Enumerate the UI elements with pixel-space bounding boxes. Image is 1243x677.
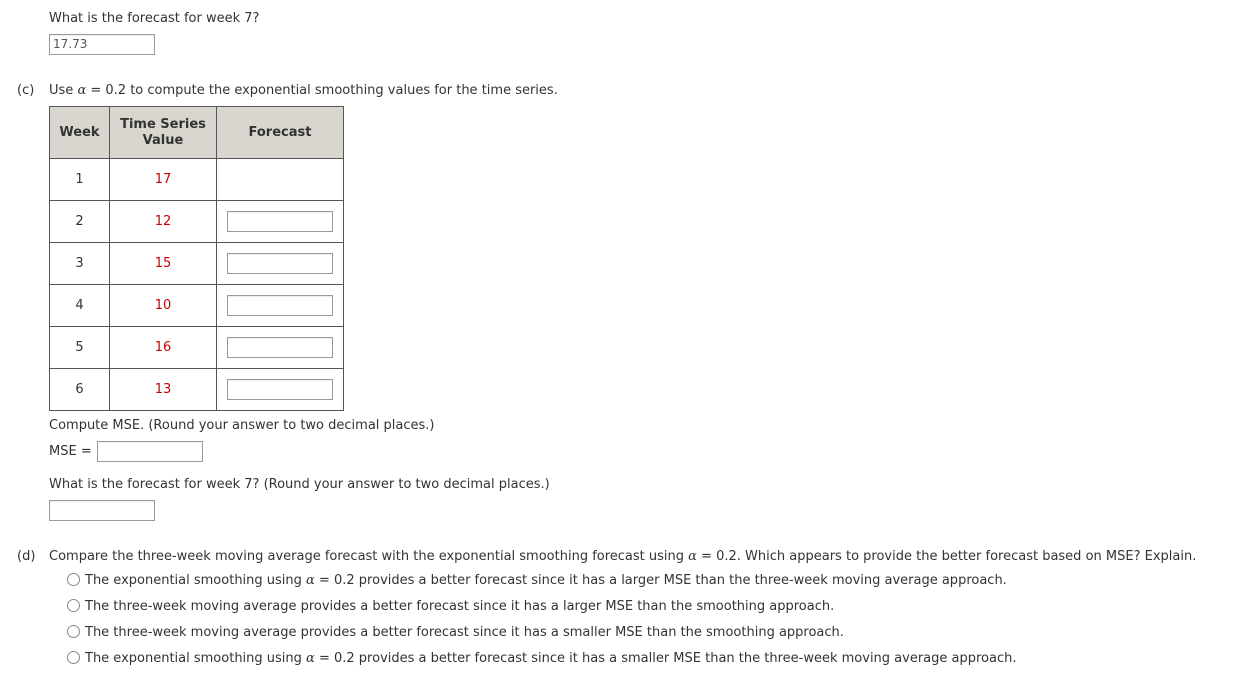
header-forecast: Forecast bbox=[217, 107, 344, 159]
week-cell: 6 bbox=[50, 369, 110, 411]
part-d-label: (d) bbox=[17, 549, 36, 564]
option-text-tail: = 0.2 provides a better forecast since it has a larger MSE than the three-week moving average approach. bbox=[318, 573, 1007, 588]
time-series-table bbox=[49, 106, 344, 411]
option-text: The three-week moving average provides a better forecast since it has a smaller MSE than the smoothing approach. bbox=[85, 625, 844, 640]
forecast-input-week-5[interactable] bbox=[227, 337, 333, 358]
week-cell: 2 bbox=[50, 201, 110, 243]
radio-button[interactable] bbox=[67, 651, 80, 664]
forecast-cell bbox=[217, 201, 344, 243]
forecast-input-week-4[interactable] bbox=[227, 295, 333, 316]
mse-label: MSE = bbox=[49, 444, 92, 459]
part-c-prompt-prefix: Use bbox=[49, 83, 74, 98]
option-text: The exponential smoothing using bbox=[85, 651, 302, 666]
radio-button[interactable] bbox=[67, 599, 80, 612]
table-row bbox=[50, 201, 344, 243]
week-cell: 1 bbox=[50, 159, 110, 201]
part-d-prompt bbox=[49, 549, 1196, 564]
radio-button[interactable] bbox=[67, 573, 80, 586]
alpha-symbol: α bbox=[306, 651, 315, 666]
forecast-input-week-6[interactable] bbox=[227, 379, 333, 400]
table-header-row bbox=[50, 107, 344, 159]
answer-option-3[interactable] bbox=[67, 625, 844, 640]
value-cell: 16 bbox=[110, 327, 217, 369]
week7-question-c: What is the forecast for week 7? (Round your answer to two decimal places.) bbox=[49, 477, 550, 492]
value-cell: 13 bbox=[110, 369, 217, 411]
table-row bbox=[50, 159, 344, 201]
header-value-line1: Time Series bbox=[120, 116, 206, 132]
table-row bbox=[50, 243, 344, 285]
header-value-line2: Value bbox=[142, 132, 184, 148]
part-d-prompt-suffix: = 0.2. Which appears to provide the better forecast based on MSE? Explain. bbox=[701, 549, 1197, 564]
part-d-prompt-prefix: Compare the three-week moving average forecast with the exponential smoothing forecast using bbox=[49, 549, 685, 564]
part-c-prompt bbox=[49, 83, 558, 98]
option-text: The three-week moving average provides a better forecast since it has a larger MSE than the smoothing approach. bbox=[85, 599, 835, 614]
value-cell: 12 bbox=[110, 201, 217, 243]
part-c-prompt-suffix: = 0.2 to compute the exponential smoothing values for the time series. bbox=[90, 83, 558, 98]
radio-button[interactable] bbox=[67, 625, 80, 638]
answer-option-2[interactable] bbox=[67, 599, 834, 614]
mse-instruction: Compute MSE. (Round your answer to two decimal places.) bbox=[49, 418, 435, 433]
header-time-series-value bbox=[110, 107, 217, 159]
forecast-cell bbox=[217, 369, 344, 411]
week7-forecast-input-b[interactable]: 17.73 bbox=[49, 34, 155, 55]
forecast-input-week-2[interactable] bbox=[227, 211, 333, 232]
alpha-symbol: α bbox=[306, 573, 315, 588]
forecast-cell bbox=[217, 285, 344, 327]
mse-input[interactable] bbox=[97, 441, 203, 462]
table-row bbox=[50, 285, 344, 327]
value-cell: 10 bbox=[110, 285, 217, 327]
week-cell: 3 bbox=[50, 243, 110, 285]
value-cell: 15 bbox=[110, 243, 217, 285]
alpha-symbol: α bbox=[77, 83, 87, 98]
value-cell: 17 bbox=[110, 159, 217, 201]
forecast-cell-empty bbox=[217, 159, 344, 201]
option-text-tail: = 0.2 provides a better forecast since it has a smaller MSE than the three-week moving average approach. bbox=[318, 651, 1017, 666]
alpha-symbol: α bbox=[688, 549, 697, 564]
forecast-cell bbox=[217, 243, 344, 285]
week7-forecast-input-c[interactable] bbox=[49, 500, 155, 521]
week-cell: 4 bbox=[50, 285, 110, 327]
part-c-label: (c) bbox=[17, 83, 35, 98]
week-cell: 5 bbox=[50, 327, 110, 369]
answer-option-4[interactable] bbox=[67, 651, 1017, 666]
week7-question-b: What is the forecast for week 7? bbox=[49, 11, 260, 26]
table-row bbox=[50, 327, 344, 369]
option-text: The exponential smoothing using bbox=[85, 573, 302, 588]
answer-option-1[interactable] bbox=[67, 573, 1007, 588]
header-week: Week bbox=[50, 107, 110, 159]
table-row bbox=[50, 369, 344, 411]
forecast-cell bbox=[217, 327, 344, 369]
forecast-input-week-3[interactable] bbox=[227, 253, 333, 274]
